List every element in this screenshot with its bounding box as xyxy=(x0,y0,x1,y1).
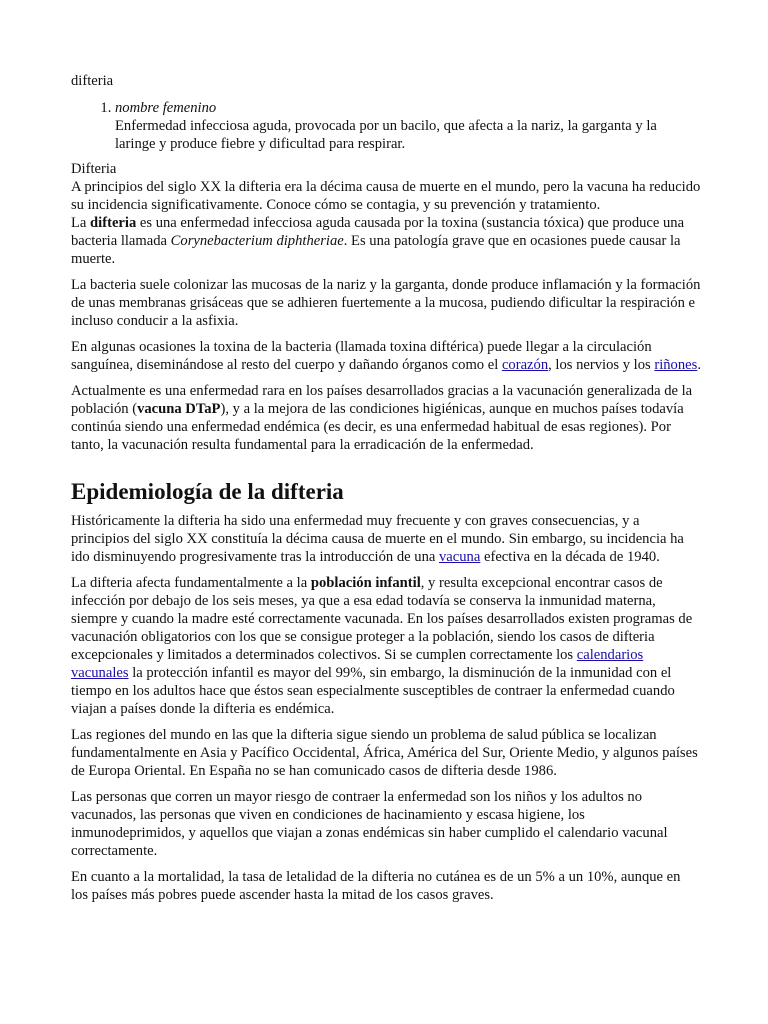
link-corazon[interactable]: corazón xyxy=(501,357,549,373)
epidemiology-paragraph-history xyxy=(71,512,701,566)
text-run: la protección infantil es mayor del 99%, sin embargo, la disminución de la inmunidad con el tiempo en los adultos hace que éstos sean especialmente susceptibles de contraer la enfermedad cuando viajan a países donde la difteria es endémica. xyxy=(71,665,675,717)
text-run: . Es una patología grave que en ocasiones puede causar la muerte. xyxy=(71,233,681,267)
text-run: La xyxy=(71,215,91,231)
article-title: Difteria xyxy=(71,161,117,177)
bold-term-vacuna-dtap: vacuna DTaP xyxy=(137,401,221,417)
epidemiology-paragraph-regions: Las regiones del mundo en las que la difteria sigue siendo un problema de salud pública se localizan fundamentalmente en Asia y Pacífico Occidental, África, América del Sur, Oriente Medio, y algunos países de Europa Oriental. En España no se han comunicado casos de difteria desde 1986. xyxy=(71,727,698,779)
text-run: es una enfermedad infecciosa aguda causada por la toxina (sustancia tóxica) que produce una bacteria llamada xyxy=(71,215,685,249)
article-paragraph-toxin xyxy=(71,338,701,374)
text-run: En algunas ocasiones la toxina de la bacteria (llamada toxina diftérica) puede llegar a la circulación sanguínea, diseminándose al resto del cuerpo y dañando órganos como el xyxy=(71,339,652,373)
link-vacuna[interactable]: vacuna xyxy=(439,549,481,565)
article-paragraph-definition xyxy=(71,214,701,268)
part-of-speech: 1. nombre femenino xyxy=(115,100,217,116)
text-run: , y resulta excepcional encontrar casos de infección por debajo de los seis meses, ya que a esa edad todavía se conserva la inmunidad materna, siempre y cuando la madre esté correctamente vacunada. En los países desarrollados existen programas de vacunación obligatorios con los que se consigue proteger a la población, siendo los casos de difteria excepcionales y limitados a determinados colectivos. Si se cumplen correctamente los xyxy=(71,575,693,663)
article-intro-block xyxy=(71,160,701,268)
dictionary-headword: difteria xyxy=(71,73,114,89)
text-run: . xyxy=(697,357,701,373)
link-rinones[interactable]: riñones xyxy=(654,357,698,373)
epidemiology-paragraph-mortality: En cuanto a la mortalidad, la tasa de letalidad de la difteria no cutánea es de un 5% a un 10%, aunque en los países más pobres puede ascender hasta la mitad de los casos graves. xyxy=(71,869,681,903)
text-run: ), y a la mejora de las condiciones higiénicas, aunque en muchos países todavía continúa siendo una enfermedad endémica (es decir, es una enfermedad habitual de esas regiones). Por tanto, la vacunación resulta fundamental para la erradicación de la enfermedad. xyxy=(71,401,684,453)
article-intro: A principios del siglo XX la difteria era la décima causa de muerte en el mundo, pero la vacuna ha reducido su incidencia significativamente. Conoce cómo se contagia, y su prevención y tratamiento. xyxy=(71,179,701,213)
definition-text: Enfermedad infecciosa aguda, provocada por un bacilo, que afecta a la nariz, la garganta y la laringe y produce fiebre y dificultad para respirar. xyxy=(115,118,657,152)
italic-bacteria-name: Corynebacterium diphtheriae xyxy=(170,233,344,249)
definition-item xyxy=(115,99,701,153)
section-heading-epidemiology: Epidemiología de la difteria xyxy=(71,479,344,504)
link-calendarios-vacunales[interactable]: calendarios vacunales xyxy=(71,647,644,681)
text-run: La difteria afecta fundamentalmente a la xyxy=(71,575,311,591)
text-run: efectiva en la década de 1940. xyxy=(480,549,660,565)
article-paragraph-vaccination xyxy=(71,382,701,454)
article-paragraph-colonization: La bacteria suele colonizar las mucosas de la nariz y la garganta, donde produce inflamación y la formación de unas membranas grisáceas que se adhieren fuertemente a la mucosa, pudiendo dificultar la respiración e incluso conducir a la asfixia. xyxy=(71,277,701,329)
definition-list xyxy=(71,99,701,153)
bold-term-difteria: difteria xyxy=(90,215,137,231)
bold-term-poblacion-infantil: población infantil xyxy=(310,575,421,591)
epidemiology-paragraph-children xyxy=(71,574,701,718)
text-run: Actualmente es una enfermedad rara en los países desarrollados gracias a la vacunación generalizada de la población ( xyxy=(71,383,693,417)
text-run: , los nervios y los xyxy=(548,357,655,373)
document-page xyxy=(71,72,701,912)
text-run: Históricamente la difteria ha sido una enfermedad muy frecuente y con graves consecuencias, y a principios del siglo XX constituía la décima causa de muerte en el mundo. Sin embargo, su incidencia ha ido disminuyendo progresivamente tras la introducción de una xyxy=(71,513,684,565)
epidemiology-paragraph-risk-groups: Las personas que corren un mayor riesgo de contraer la enfermedad son los niños y los adultos no vacunados, las personas que viven en condiciones de hacinamiento y escasa higiene, los inmunodeprimidos, y aquellos que viajan a zonas endémicas sin haber cumplido el calendario vacunal correctamente. xyxy=(71,789,668,859)
